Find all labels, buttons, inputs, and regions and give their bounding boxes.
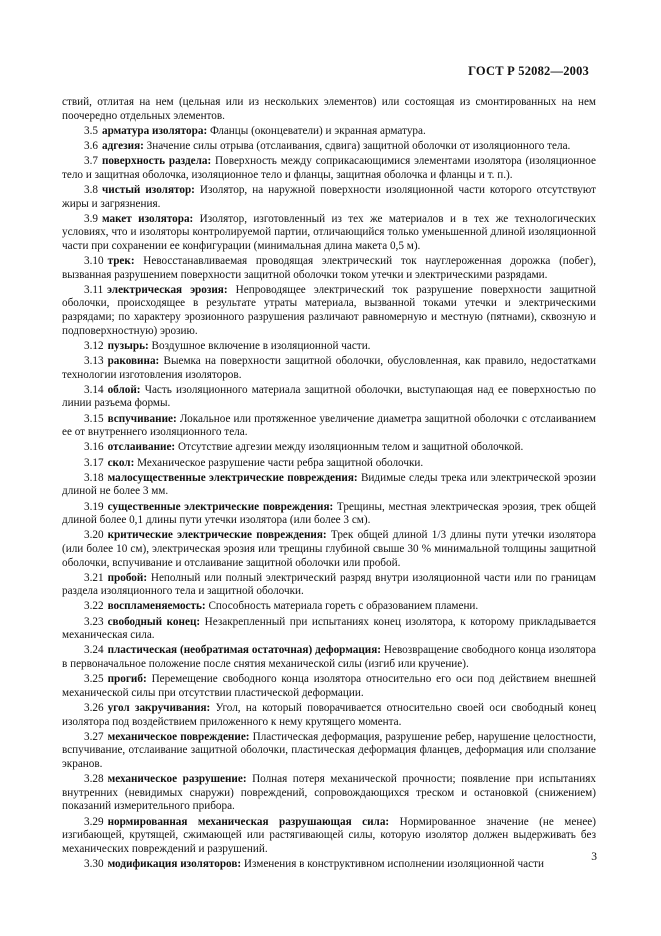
- definition-term: чистый изолятор:: [101, 183, 195, 196]
- document-header: ГОСТ Р 52082—2003: [468, 64, 589, 78]
- definition-item: [62, 673, 596, 700]
- definition-item: [62, 255, 596, 282]
- definition-term: критические электрические повреждения:: [107, 529, 327, 542]
- definition-number: 3.24: [84, 644, 104, 657]
- definition-item: [62, 644, 596, 671]
- definition-term: адгезия:: [101, 139, 144, 152]
- definition-term: вспучивание:: [107, 412, 177, 425]
- definition-text: Значение силы отрыва (отслаивания, сдвига) защитной оболочки от изоляционного тела.: [143, 139, 571, 152]
- definition-item: [62, 284, 596, 338]
- definition-item: [62, 731, 596, 772]
- definition-item: [62, 600, 596, 614]
- definition-item: [62, 355, 596, 382]
- definition-number: 3.20: [84, 529, 104, 542]
- definition-text: Полная потеря механической прочности; появление при испытаниях внутренних (невидимых снаружи) повреждений, сопровождающихся треском и остановкой (снижением) показаний измерительного прибора.: [62, 773, 596, 813]
- definition-item: [62, 125, 596, 139]
- definition-text: Трек общей длиной 1/3 длины пути утечки изолятора (или более 10 см), электрическая эрозия или трещины глубиной свыше 30 % минимальной толщины защитной оболочки, вспучивание и отслаивание защитной оболочки или пробой.: [62, 529, 597, 569]
- definition-item: [62, 340, 596, 354]
- definition-text: Способность материала гореть с образованием пламени.: [205, 600, 479, 613]
- definition-item: [62, 858, 596, 872]
- definition-number: 3.29: [84, 815, 104, 828]
- definition-term: существенные электрические повреждения:: [107, 500, 334, 513]
- definition-term: пробой:: [107, 571, 148, 584]
- definition-text: Пластическая деформация, разрушение ребер, нарушение целостности, вспучивание, отслаивание защитной оболочки, пластическая деформация фланцев, деформация или сползание экранов.: [62, 730, 596, 770]
- definition-item: [62, 572, 596, 599]
- definition-number: 3.30: [84, 857, 104, 870]
- definition-item: [62, 140, 596, 154]
- page-number: 3: [591, 851, 597, 863]
- definition-item: [62, 616, 596, 643]
- definition-number: 3.18: [84, 471, 104, 484]
- definition-number: 3.19: [84, 500, 104, 513]
- definition-item: [62, 816, 596, 857]
- definition-term: поверхность раздела:: [101, 155, 212, 168]
- definition-text: Локальное или протяженное увеличение диаметра защитной оболочки с отслаиванием ее от внутреннего изоляционного тела.: [62, 412, 596, 439]
- definition-text: Непроводящее электрический ток разрушение поверхности защитной оболочки, происходящее в результате утраты материала, вызванной токами утечки и электрическими разрядами; по характеру эрозионного разрушения различают равномерную и местную (пятнами), сквозную и подповерхностную) эрозию.: [62, 283, 596, 337]
- definition-item: [62, 501, 596, 528]
- definition-number: 3.12: [84, 339, 104, 352]
- definitions-list: [62, 125, 596, 872]
- definition-number: 3.17: [84, 456, 104, 469]
- definition-text: Незакрепленный при испытаниях конец изолятора, к которому прикладывается механическая сила.: [62, 615, 596, 642]
- definition-number: 3.26: [84, 702, 104, 714]
- definition-number: 3.9: [84, 212, 98, 225]
- definition-item: [62, 184, 596, 211]
- definition-term: воспламеняемость:: [107, 600, 206, 613]
- definition-number: 3.10: [84, 255, 104, 268]
- definition-item: [62, 773, 596, 814]
- definition-term: скол:: [107, 456, 135, 469]
- definition-number: 3.16: [84, 441, 104, 454]
- definition-number: 3.11: [84, 283, 104, 296]
- definition-number: 3.14: [84, 383, 104, 396]
- definition-text: Угол, на который поворачивается относительно своей оси свободный конец изолятора под воздействием приложенного к нему крутящего момента.: [62, 702, 596, 728]
- definition-item: [62, 155, 596, 182]
- definition-number: 3.15: [84, 412, 104, 425]
- definition-text: Изолятор, на наружной поверхности изоляционной части которого отсутствуют жиры и загрязнения.: [62, 183, 597, 210]
- definition-item: [62, 529, 596, 570]
- definition-number: 3.13: [84, 355, 104, 368]
- definition-text: Отсутствие адгезии между изоляционным телом и защитной оболочкой.: [175, 441, 524, 454]
- definition-term: прогиб:: [107, 673, 147, 686]
- definition-term: пластическая (необратимая остаточная) деформация:: [107, 644, 382, 657]
- definition-term: макет изолятора:: [101, 212, 194, 225]
- definition-term: арматура изолятора:: [101, 124, 208, 137]
- definition-text: Неполный или полный электрический разряд внутри изоляционной части или по границам раздела изоляционного тела и защитной оболочки.: [62, 571, 596, 598]
- definition-term: свободный конец:: [107, 615, 201, 628]
- definition-text: Перемещение свободного конца изолятора относительно его оси под действием внешней механической силы при отсутствии пластической деформации.: [62, 673, 596, 699]
- definition-number: 3.7: [84, 155, 98, 168]
- definition-term: малосущественные электрические повреждения:: [107, 471, 358, 484]
- definition-text: Механическое разрушение части ребра защитной оболочки.: [134, 456, 424, 469]
- document-body: [62, 96, 596, 873]
- definition-text: Изменения в конструктивном исполнении изоляционной части: [241, 857, 544, 870]
- definition-text: Трещины, местная электрическая эрозия, трек общей длиной более 0,1 длины пути утечки изолятора (или более 3 см).: [62, 500, 596, 527]
- definition-text: Часть изоляционного материала защитной оболочки, выступающая над ее поверхностью по линии разъема формы.: [62, 383, 596, 410]
- definition-number: 3.5: [84, 124, 98, 137]
- definition-term: механическое повреждение:: [107, 730, 250, 743]
- definition-number: 3.6: [84, 139, 98, 152]
- definition-item: [62, 213, 596, 254]
- definition-number: 3.28: [84, 773, 104, 786]
- definition-term: модификация изоляторов:: [107, 857, 242, 870]
- definition-item: [62, 413, 596, 440]
- definition-term: нормированная механическая разрушающая сила:: [107, 815, 390, 828]
- definition-text: Видимые следы трека или электрической эрозии длиной не более 3 мм.: [62, 471, 596, 498]
- definition-term: механическое разрушение:: [107, 773, 247, 786]
- definition-term: раковина:: [107, 355, 160, 368]
- definition-term: угол закручивания:: [107, 702, 211, 714]
- definition-text: Нормированное значение (не менее) изгибающей, крутящей, сжимающей или растягивающей силы, которую изолятор должен выдерживать без механических повреждений и разрушений.: [62, 815, 596, 855]
- definition-term: облой:: [107, 383, 141, 396]
- definition-item: [62, 702, 596, 729]
- definition-item: [62, 472, 596, 499]
- definition-term: электрическая эрозия:: [107, 283, 228, 296]
- definition-text: Воздушное включение в изоляционной части.: [148, 339, 371, 352]
- definition-number: 3.27: [84, 730, 104, 743]
- definition-term: отслаивание:: [107, 441, 176, 454]
- definition-item: [62, 441, 596, 455]
- definition-text: Фланцы (оконцеватели) и экранная арматура.: [207, 124, 426, 137]
- definition-item: [62, 384, 596, 411]
- definition-number: 3.22: [84, 600, 104, 613]
- definition-text: Невосстанавливаемая проводящая электрический ток науглероженная дорожка (побег), вызванная разрушением поверхности защитной оболочки током утечки и электрическими разрядами.: [62, 255, 596, 281]
- definition-term: пузырь:: [107, 339, 149, 352]
- definition-number: 3.23: [84, 615, 104, 628]
- definition-number: 3.21: [84, 571, 104, 584]
- definition-text: Невозвращение свободного конца изолятора в первоначальное положение после снятия механической силы (изгиб или кручение).: [62, 644, 596, 671]
- definition-number: 3.25: [84, 673, 104, 686]
- definition-text: Выемка на поверхности защитной оболочки, обусловленная, как правило, недостатками технологии изготовления изоляторов.: [62, 355, 596, 381]
- definition-text: Поверхность между соприкасающимися элементами изолятора (изоляционное тело и защитная оболочка, изоляционное тело и фланцы, защитная оболочка и фланцы и т. п.).: [62, 155, 596, 181]
- definition-item: [62, 457, 596, 471]
- definition-text: Изолятор, изготовленный из тех же материалов и в тех же технологических условиях, что и изоляторы контролируемой партии, отличающийся только уменьшенной длиной изоляционной части при сохранении ее конфигурации (минимальная длина макета 0,5 м).: [62, 212, 596, 252]
- definition-number: 3.8: [84, 183, 98, 196]
- intro-paragraph: ствий, отлитая на нем (цельная или из нескольких элементов) или состоящая из смонтированных на нем поочередно отдельных элементов.: [62, 96, 596, 122]
- definition-term: трек:: [107, 255, 135, 268]
